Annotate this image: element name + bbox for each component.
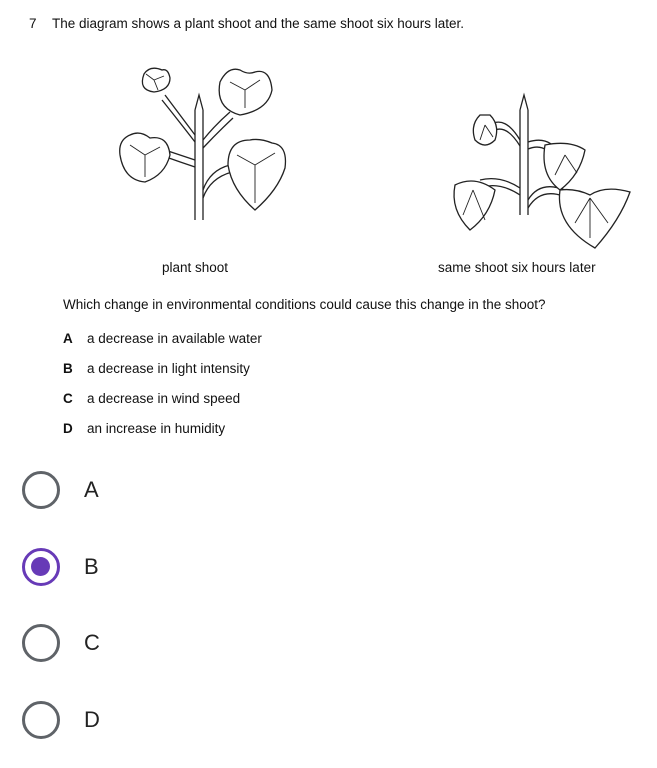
radio-d[interactable]: [22, 701, 60, 739]
wilted-shoot-diagram: [445, 80, 645, 260]
caption-plant-shoot: plant shoot: [162, 260, 229, 275]
option-b: B a decrease in light intensity: [63, 361, 250, 376]
question-stem: The diagram shows a plant shoot and the same shoot six hours later.: [52, 16, 464, 31]
radio-c[interactable]: [22, 624, 60, 662]
option-c: C a decrease in wind speed: [63, 391, 241, 406]
question-number: 7: [29, 16, 37, 31]
radio-label-c[interactable]: C: [84, 630, 100, 655]
radio-label-a[interactable]: A: [84, 477, 99, 502]
radio-label-d[interactable]: D: [84, 707, 100, 732]
option-a: A a decrease in available water: [63, 331, 262, 346]
radio-a[interactable]: [22, 471, 60, 509]
option-d: D an increase in humidity: [63, 421, 226, 436]
caption-six-hours-later: same shoot six hours later: [438, 260, 596, 275]
radio-label-b[interactable]: B: [84, 554, 99, 579]
radio-b-selected[interactable]: [22, 548, 60, 586]
plant-shoot-diagram: [110, 60, 320, 260]
question-prompt: Which change in environmental conditions could cause this change in the shoot?: [63, 297, 546, 312]
